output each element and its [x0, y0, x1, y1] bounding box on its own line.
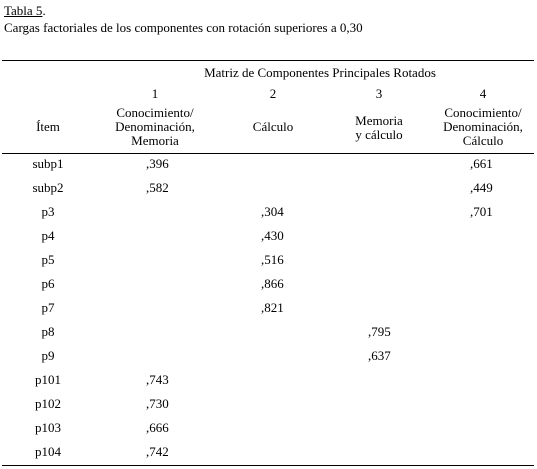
loading-value-component-1: ,743 [146, 372, 169, 387]
table-row-item: p103 [35, 420, 61, 435]
component-name-2: Cálculo [252, 119, 294, 134]
table-row-item: p4 [41, 228, 55, 243]
table-title: Cargas factoriales de los componentes con rotación superiores a 0,30 [4, 20, 363, 35]
loading-value-component-3: ,637 [368, 348, 391, 363]
table-row-item: subp1 [32, 156, 64, 171]
table-caption [4, 2, 363, 36]
loading-value-component-2: ,304 [261, 204, 284, 219]
component-name-1: Conocimiento/ Denominación, Memoria [115, 105, 195, 148]
loading-value-component-2: ,516 [261, 252, 284, 267]
loading-value-component-2: ,866 [261, 276, 284, 291]
loading-value-component-2: ,821 [261, 300, 284, 315]
table-row-item: p9 [41, 348, 55, 363]
table-row-item: p5 [41, 252, 55, 267]
table-bottom-rule [2, 465, 534, 466]
loading-value-component-1: ,396 [146, 156, 169, 171]
loading-value-component-4: ,661 [470, 156, 493, 171]
component-name-4: Conocimiento/ Denominación, Cálculo [443, 105, 523, 148]
loading-value-component-1: ,666 [146, 420, 169, 435]
loading-value-component-1: ,582 [146, 180, 169, 195]
item-header: Ítem [36, 119, 60, 134]
loading-value-component-3: ,795 [368, 324, 391, 339]
table-row-item: p7 [41, 300, 55, 315]
loading-value-component-1: ,742 [146, 444, 169, 459]
table-row-item: p6 [41, 276, 55, 291]
table-row-item: p8 [41, 324, 55, 339]
loading-value-component-2: ,430 [261, 228, 284, 243]
table-row-item: p101 [35, 372, 61, 387]
loading-value-component-4: ,701 [470, 204, 493, 219]
table-label-suffix: . [42, 3, 46, 18]
table-row-item: p3 [41, 204, 55, 219]
component-number-1: 1 [151, 86, 159, 101]
component-number-3: 3 [375, 86, 383, 101]
table-header-rule [2, 153, 534, 154]
table-row-item: subp2 [32, 180, 64, 195]
loading-value-component-1: ,730 [146, 396, 169, 411]
table-top-rule [2, 60, 534, 61]
table-row-item: p102 [35, 396, 61, 411]
component-name-3: Memoria y cálculo [355, 113, 403, 142]
component-number-2: 2 [269, 86, 277, 101]
spanner-header: Matriz de Componentes Principales Rotados [204, 65, 436, 80]
table-label: Tabla 5 [4, 3, 43, 18]
table-row-item: p104 [35, 444, 61, 459]
loading-value-component-4: ,449 [470, 180, 493, 195]
component-number-4: 4 [479, 86, 487, 101]
